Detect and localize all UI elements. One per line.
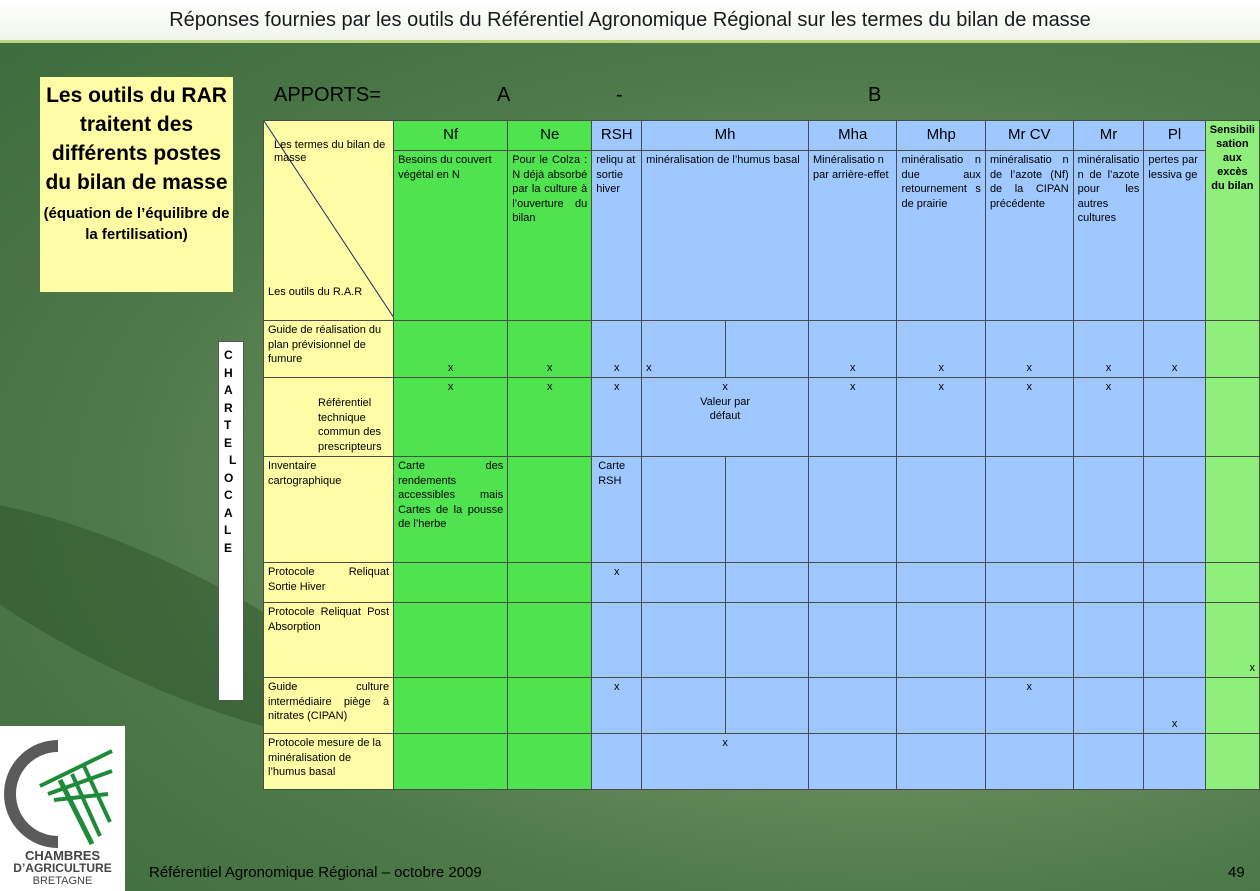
table-cell xyxy=(897,603,985,678)
table-cell: x xyxy=(592,678,642,734)
row-tool-cell xyxy=(264,378,394,457)
charte-letter: A xyxy=(224,505,233,520)
charte-letter: C xyxy=(224,348,233,362)
table-cell xyxy=(642,457,726,563)
table-cell xyxy=(1205,563,1259,603)
table-cell xyxy=(642,603,726,678)
charte-letter: O xyxy=(224,470,234,485)
table-cell xyxy=(985,563,1073,603)
table-cell xyxy=(808,563,897,603)
table-cell xyxy=(1205,378,1259,457)
table-cell xyxy=(592,734,642,790)
logo-line-2: D’AGRICULTURE xyxy=(13,861,112,875)
bilan-table xyxy=(263,120,1260,790)
slide-title-bar xyxy=(0,0,1260,43)
table-cell: x xyxy=(508,321,592,378)
table-cell xyxy=(808,457,897,563)
table-cell: x xyxy=(808,321,897,378)
corner-cell xyxy=(264,121,394,321)
table-row xyxy=(264,563,1260,603)
col-desc-nf: Besoins du couvert végétal en N xyxy=(394,151,508,321)
table-cell xyxy=(1144,734,1205,790)
equation-apports: APPORTS= xyxy=(274,84,381,106)
col-desc-mh: minéralisation de l’humus basal xyxy=(642,151,809,321)
table-cell: Carte RSH xyxy=(592,457,642,563)
col-header-mh: Mh xyxy=(642,121,809,151)
table-cell: x xyxy=(985,678,1073,734)
page-number: 49 xyxy=(1228,864,1245,881)
charte-letter: R xyxy=(224,400,233,415)
table-cell xyxy=(1073,563,1144,603)
intro-main: Les outils du RAR traitent des différents postes du bilan de masse xyxy=(45,84,228,194)
table-cell xyxy=(1144,603,1205,678)
table-cell: x xyxy=(808,378,897,457)
charte-letter: T xyxy=(224,418,232,432)
table-cell: x xyxy=(1144,321,1205,378)
col-desc-pl: pertes par lessiva ge xyxy=(1144,151,1205,321)
table-cell xyxy=(897,734,985,790)
row-tool-label: Protocole Reliquat Sortie Hiver xyxy=(264,563,394,603)
table-cell: x xyxy=(1205,603,1259,678)
table-cell xyxy=(1144,457,1205,563)
row-tool-label: Inventaire cartographique xyxy=(264,457,394,563)
charte-letter: A xyxy=(224,383,233,397)
col-header-mrcv: Mr CV xyxy=(985,121,1073,151)
col-header-mr: Mr xyxy=(1073,121,1144,151)
table-cell xyxy=(394,603,508,678)
table-cell xyxy=(1073,603,1144,678)
col-header-pl: Pl xyxy=(1144,121,1205,151)
table-cell xyxy=(1073,678,1144,734)
col-desc-mr: minéralisatio n de l’azote pour les autres cultures xyxy=(1073,151,1144,321)
logo-line-3: BRETAGNE xyxy=(32,875,93,887)
table-cell xyxy=(508,734,592,790)
table-cell xyxy=(1205,678,1259,734)
table-cell xyxy=(808,603,897,678)
corner-top-label: Les termes du bilan de masse xyxy=(274,139,386,164)
table-cell xyxy=(726,678,809,734)
table-cell: x xyxy=(897,321,985,378)
table-cell xyxy=(1205,734,1259,790)
table-row xyxy=(264,321,1260,378)
row-tool-label: Référentiel technique commun des prescripteurs xyxy=(318,397,382,453)
table-cell: x xyxy=(1073,321,1144,378)
table-cell xyxy=(808,678,897,734)
table-cell xyxy=(592,603,642,678)
table-cell xyxy=(1073,457,1144,563)
table-cell: x xyxy=(592,563,642,603)
table-cell xyxy=(726,563,809,603)
table-cell: x xyxy=(592,378,642,457)
table-row xyxy=(264,678,1260,734)
col-desc-mha: Minéralisatio n par arrière-effet xyxy=(808,151,897,321)
table-row xyxy=(264,734,1260,790)
table-cell: x xyxy=(592,321,642,378)
table-cell xyxy=(985,603,1073,678)
col-desc-mrcv: minéralisatio n de l’azote (Nf) de la CIPAN précédente xyxy=(985,151,1073,321)
table-cell xyxy=(808,734,897,790)
table-cell xyxy=(642,378,809,457)
col-header-rsh: RSH xyxy=(592,121,642,151)
charte-letter: H xyxy=(224,365,233,380)
logo-line-1: CHAMBRES xyxy=(24,848,101,863)
table-cell xyxy=(897,563,985,603)
table-cell xyxy=(985,457,1073,563)
col-header-nf: Nf xyxy=(394,121,508,151)
table-cell xyxy=(1205,457,1259,563)
table-cell xyxy=(726,603,809,678)
mh-note: Valeur par défaut xyxy=(700,395,751,422)
table-cell xyxy=(508,603,592,678)
table-cell xyxy=(1205,321,1259,378)
row-tool-label: Protocole Reliquat Post Absorption xyxy=(264,603,394,678)
col-desc-rsh: reliqu at sortie hiver xyxy=(592,151,642,321)
table-cell xyxy=(726,457,809,563)
footer-text: Référentiel Agronomique Régional – octobre 2009 xyxy=(149,864,482,881)
logo-emblem-icon xyxy=(0,726,125,856)
table-cell xyxy=(897,457,985,563)
table-cell xyxy=(394,563,508,603)
table-cell: x xyxy=(508,378,592,457)
table-cell xyxy=(1144,378,1205,457)
col-desc-ne: Pour le Colza : N déjà absorbé par la culture à l’ouverture du bilan xyxy=(508,151,592,321)
charte-letter: L xyxy=(224,523,232,537)
table-cell xyxy=(508,457,592,563)
charte-letter: C xyxy=(224,488,233,502)
table-cell: x xyxy=(985,378,1073,457)
slide-title: Réponses fournies par les outils du Référentiel Agronomique Régional sur les termes du bilan de masse xyxy=(169,8,1091,31)
table-cell xyxy=(642,678,726,734)
table-cell: x xyxy=(1144,678,1205,734)
col-header-sensibilisation: Sensibili sation aux excès du bilan xyxy=(1205,121,1259,321)
table-cell: x xyxy=(394,378,508,457)
equation-minus: - xyxy=(616,84,623,106)
table-cell: x xyxy=(985,321,1073,378)
table-row xyxy=(264,457,1260,563)
col-header-ne: Ne xyxy=(508,121,592,151)
intro-sub: (équation de l’équilibre de la fertilisation) xyxy=(43,205,230,243)
table-cell: x xyxy=(642,734,809,790)
col-header-mha: Mha xyxy=(808,121,897,151)
table-cell: Carte des rendements accessibles mais Cartes de la pousse de l’herbe xyxy=(394,457,508,563)
table-cell xyxy=(394,734,508,790)
charte-letter: E xyxy=(224,435,233,450)
table-cell: x xyxy=(642,321,726,378)
table-row xyxy=(264,378,1260,457)
table-cell xyxy=(897,678,985,734)
mh-x: x xyxy=(722,381,728,393)
table-cell xyxy=(394,678,508,734)
table-cell xyxy=(508,563,592,603)
col-desc-mhp: minéralisatio n due aux retournement s de prairie xyxy=(897,151,985,321)
table-cell: x xyxy=(394,321,508,378)
table-cell xyxy=(726,321,809,378)
equation-b: B xyxy=(868,84,882,106)
row-tool-label: Guide culture intermédiaire piège à nitrates (CIPAN) xyxy=(264,678,394,734)
row-tool-label: Protocole mesure de la minéralisation de l’humus basal xyxy=(264,734,394,790)
table-row xyxy=(264,603,1260,678)
charte-letter: E xyxy=(224,540,233,555)
corner-bottom-label: Les outils du R.A.R xyxy=(268,286,363,298)
table-cell xyxy=(985,734,1073,790)
chambres-agriculture-logo xyxy=(0,726,125,891)
table-cell: x xyxy=(897,378,985,457)
table-cell: x xyxy=(1073,378,1144,457)
equation-a: A xyxy=(497,84,511,106)
charte-letter: L xyxy=(229,453,237,467)
table-cell xyxy=(642,563,726,603)
table-cell xyxy=(1144,563,1205,603)
charte-locale-box xyxy=(218,341,244,701)
row-tool-label: Guide de réalisation du plan prévisionnel de fumure xyxy=(264,321,394,378)
table-cell xyxy=(1073,734,1144,790)
col-header-mhp: Mhp xyxy=(897,121,985,151)
table-cell xyxy=(508,678,592,734)
intro-box xyxy=(40,77,233,292)
